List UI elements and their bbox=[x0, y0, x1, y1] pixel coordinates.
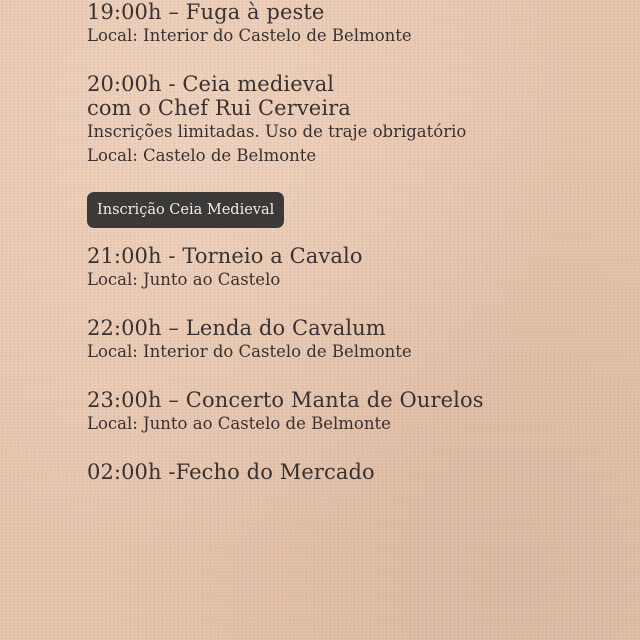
event-location: Local: Junto ao Castelo bbox=[87, 270, 281, 289]
schedule-item bbox=[87, 0, 412, 48]
event-location: Local: Interior do Castelo de Belmonte bbox=[87, 342, 412, 361]
schedule-item bbox=[87, 316, 412, 364]
event-title-continued: com o Chef Rui Cerveira bbox=[87, 96, 351, 120]
event-title: 20:00h - Ceia medieval bbox=[87, 72, 335, 96]
schedule-item bbox=[87, 244, 363, 292]
schedule-item bbox=[87, 388, 484, 436]
event-title: 02:00h -Fecho do Mercado bbox=[87, 460, 375, 484]
schedule-item bbox=[87, 72, 466, 168]
event-title: 22:00h – Lenda do Cavalum bbox=[87, 316, 386, 340]
dinner-signup-button[interactable]: Inscrição Ceia Medieval bbox=[87, 192, 284, 228]
event-location: Local: Interior do Castelo de Belmonte bbox=[87, 26, 412, 45]
event-title: 19:00h – Fuga à peste bbox=[87, 0, 325, 24]
event-location: Local: Castelo de Belmonte bbox=[87, 146, 317, 165]
event-title: 21:00h - Torneio a Cavalo bbox=[87, 244, 363, 268]
event-location: Local: Junto ao Castelo de Belmonte bbox=[87, 414, 391, 433]
event-title: 23:00h – Concerto Manta de Ourelos bbox=[87, 388, 484, 412]
event-note: Inscrições limitadas. Uso de traje obrigatório bbox=[87, 122, 467, 141]
schedule-item bbox=[87, 460, 375, 484]
